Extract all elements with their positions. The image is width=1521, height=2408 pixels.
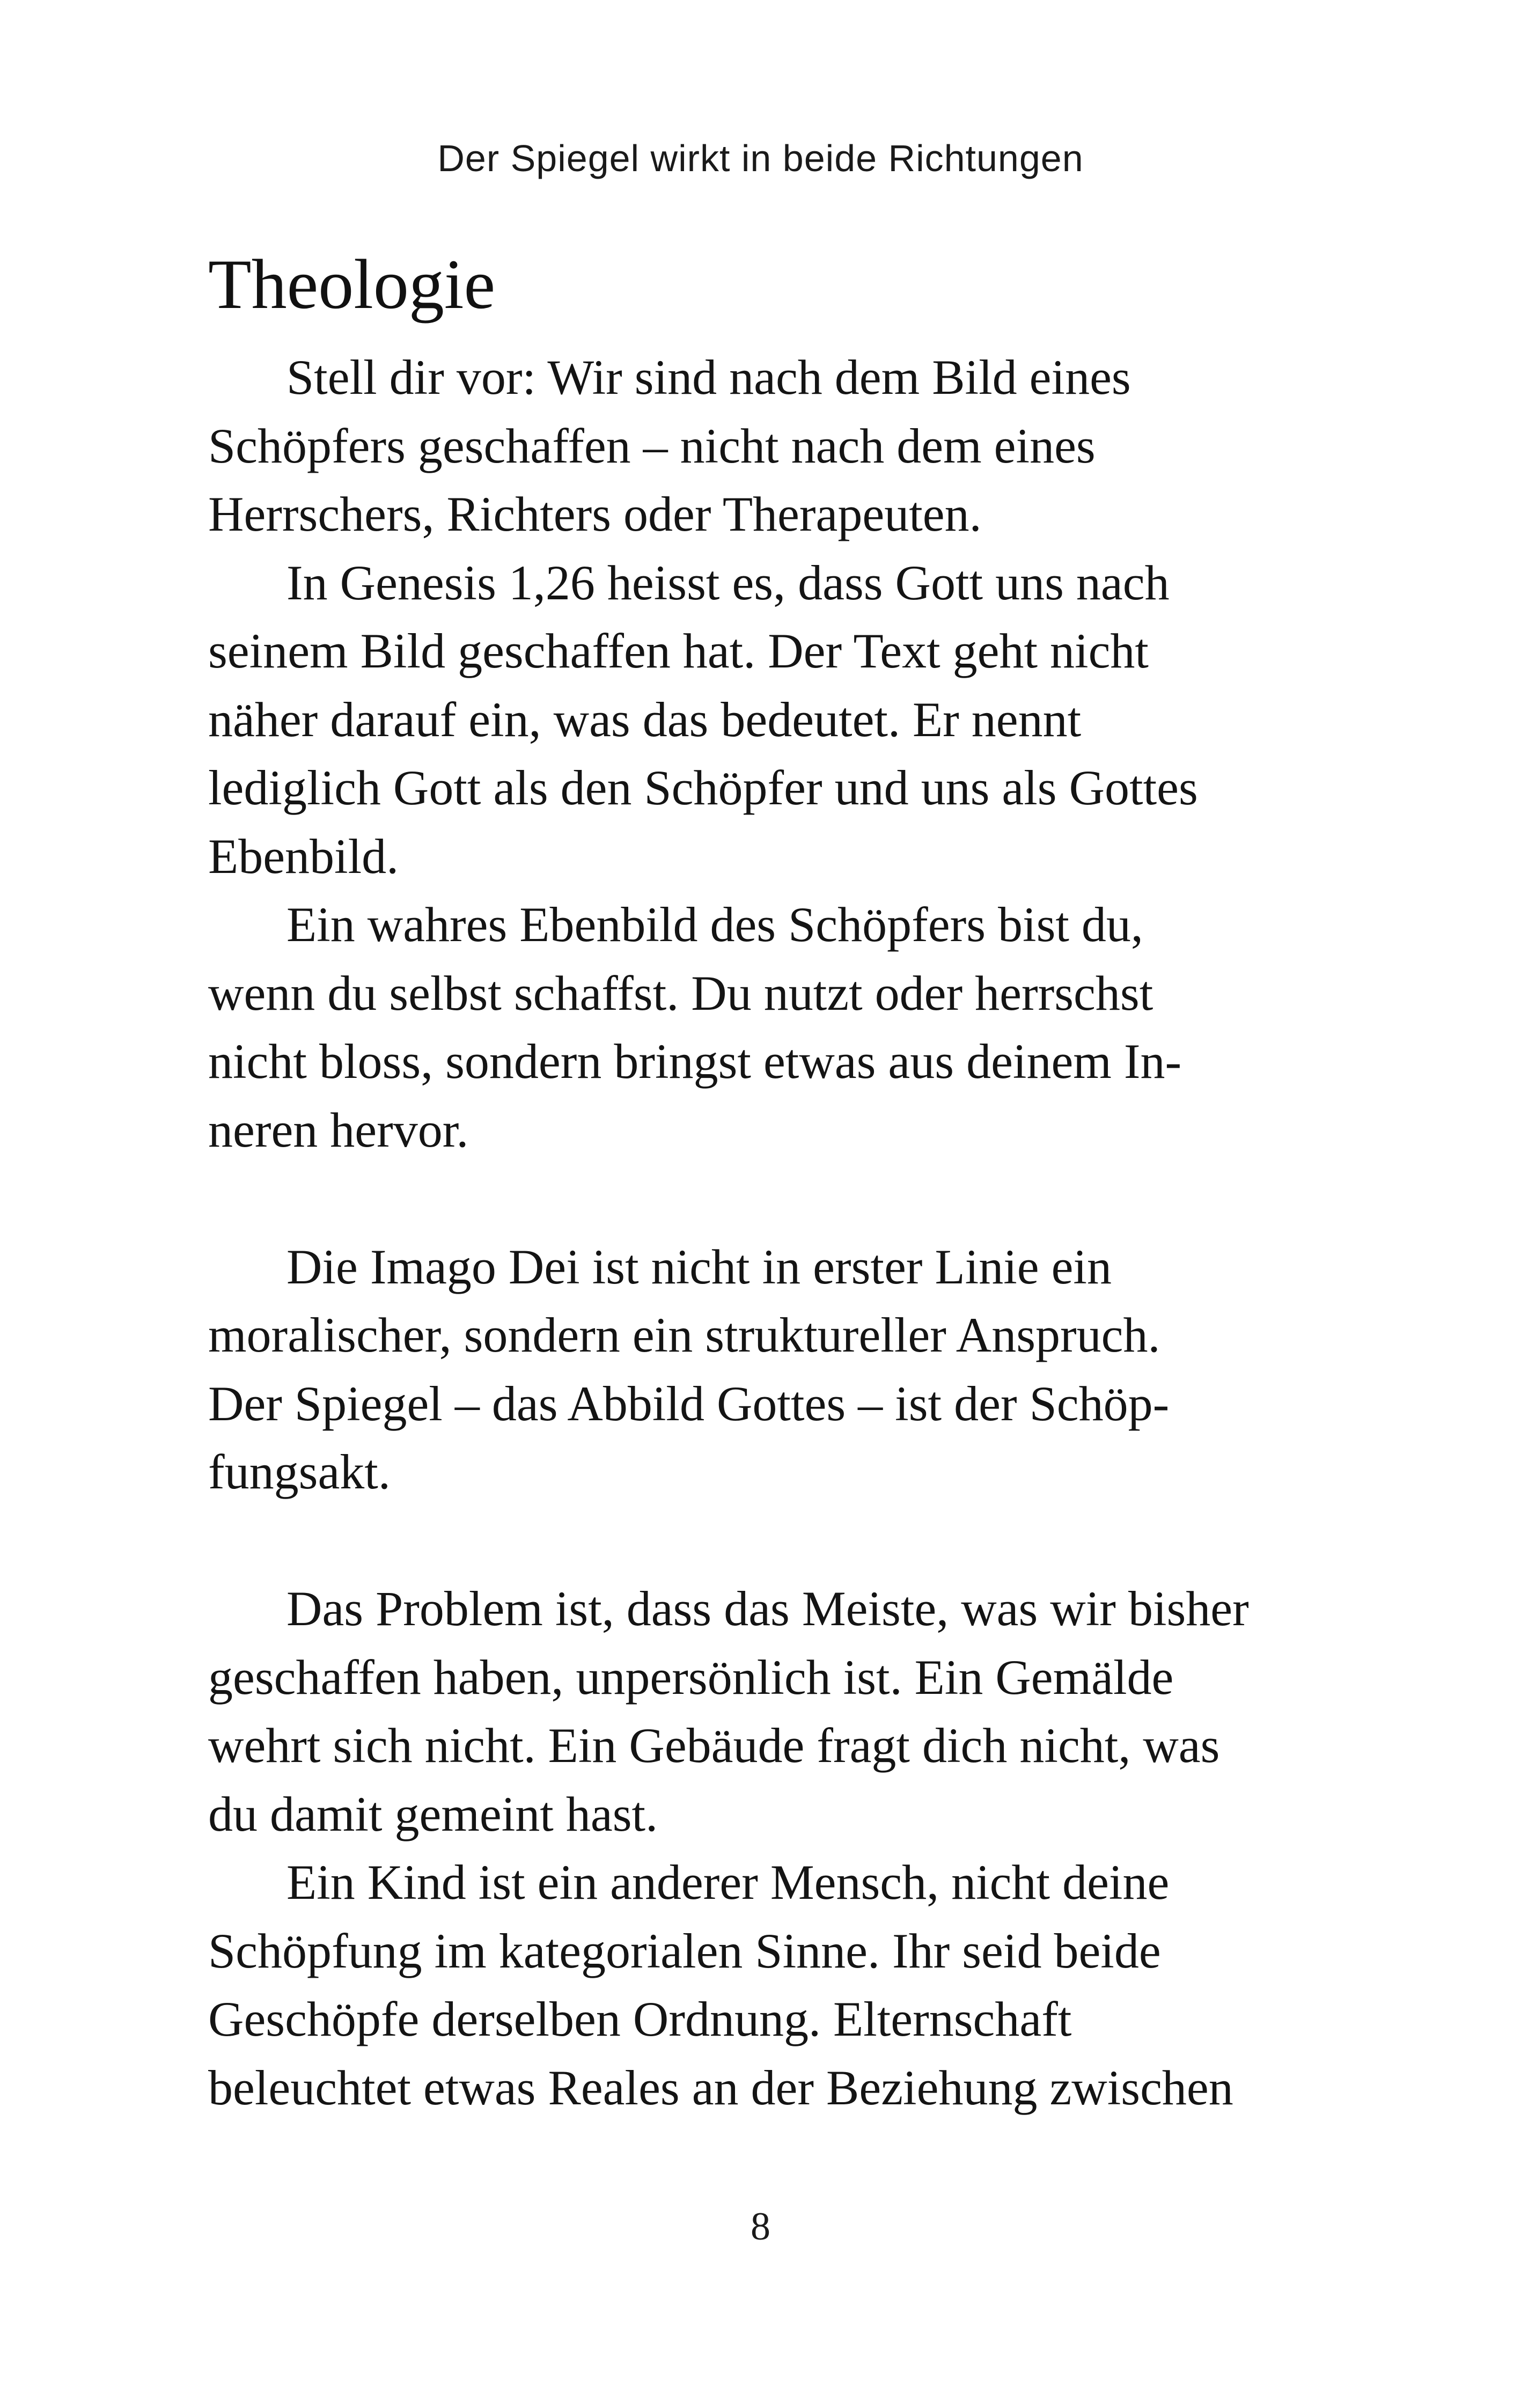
text-line: seinem Bild geschaffen hat. Der Text geht nicht (208, 623, 1149, 678)
section-title: Theologie (208, 245, 496, 324)
paragraph (208, 1233, 1362, 1507)
paragraph (208, 343, 1362, 549)
text-line: wenn du selbst schaffst. Du nutzt oder herrschst (208, 965, 1153, 1021)
body-text (208, 343, 1362, 2122)
text-line: lediglich Gott als den Schöpfer und uns als Gottes (208, 760, 1198, 815)
text-line: Der Spiegel – das Abbild Gottes – ist der Schöp- (208, 1376, 1170, 1431)
text-line: Ein wahres Ebenbild des Schöpfers bist du, (286, 897, 1143, 952)
text-line: Geschöpfe derselben Ordnung. Elternschaft (208, 1992, 1072, 2046)
paragraph (208, 891, 1362, 1164)
text-line: moralischer, sondern ein struktureller Anspruch. (208, 1308, 1160, 1362)
text-line: Ebenbild. (208, 828, 399, 884)
text-line: Das Problem ist, dass das Meiste, was wir bisher (286, 1581, 1249, 1636)
text-line: du damit gemeint hast. (208, 1786, 658, 1841)
text-line: Schöpfers geschaffen – nicht nach dem eines (208, 418, 1096, 473)
paragraph (208, 1848, 1362, 2122)
paragraph (208, 1575, 1362, 1848)
running-header: Der Spiegel wirkt in beide Richtungen (437, 137, 1084, 179)
text-line: Schöpfung im kategorialen Sinne. Ihr seid beide (208, 1923, 1161, 1978)
text-line: beleuchtet etwas Reales an der Beziehung zwischen (208, 2060, 1233, 2115)
paragraph (208, 549, 1362, 891)
text-line: In Genesis 1,26 heisst es, dass Gott uns nach (286, 555, 1170, 610)
page-number: 8 (751, 2205, 770, 2249)
text-line: fungsakt. (208, 1444, 391, 1499)
text-line: Ein Kind ist ein anderer Mensch, nicht deine (286, 1855, 1170, 1910)
text-line: Die Imago Dei ist nicht in erster Linie ein (286, 1239, 1112, 1294)
text-line: neren hervor. (208, 1102, 469, 1157)
text-line: Herrschers, Richters oder Therapeuten. (208, 487, 982, 541)
text-line: wehrt sich nicht. Ein Gebäude fragt dich nicht, was (208, 1718, 1220, 1773)
text-line: Stell dir vor: Wir sind nach dem Bild eines (286, 350, 1131, 405)
text-line: geschaffen haben, unpersönlich ist. Ein Gemälde (208, 1649, 1174, 1705)
text-line: näher darauf ein, was das bedeutet. Er nennt (208, 692, 1082, 747)
text-line: nicht bloss, sondern bringst etwas aus deinem In- (208, 1034, 1182, 1089)
